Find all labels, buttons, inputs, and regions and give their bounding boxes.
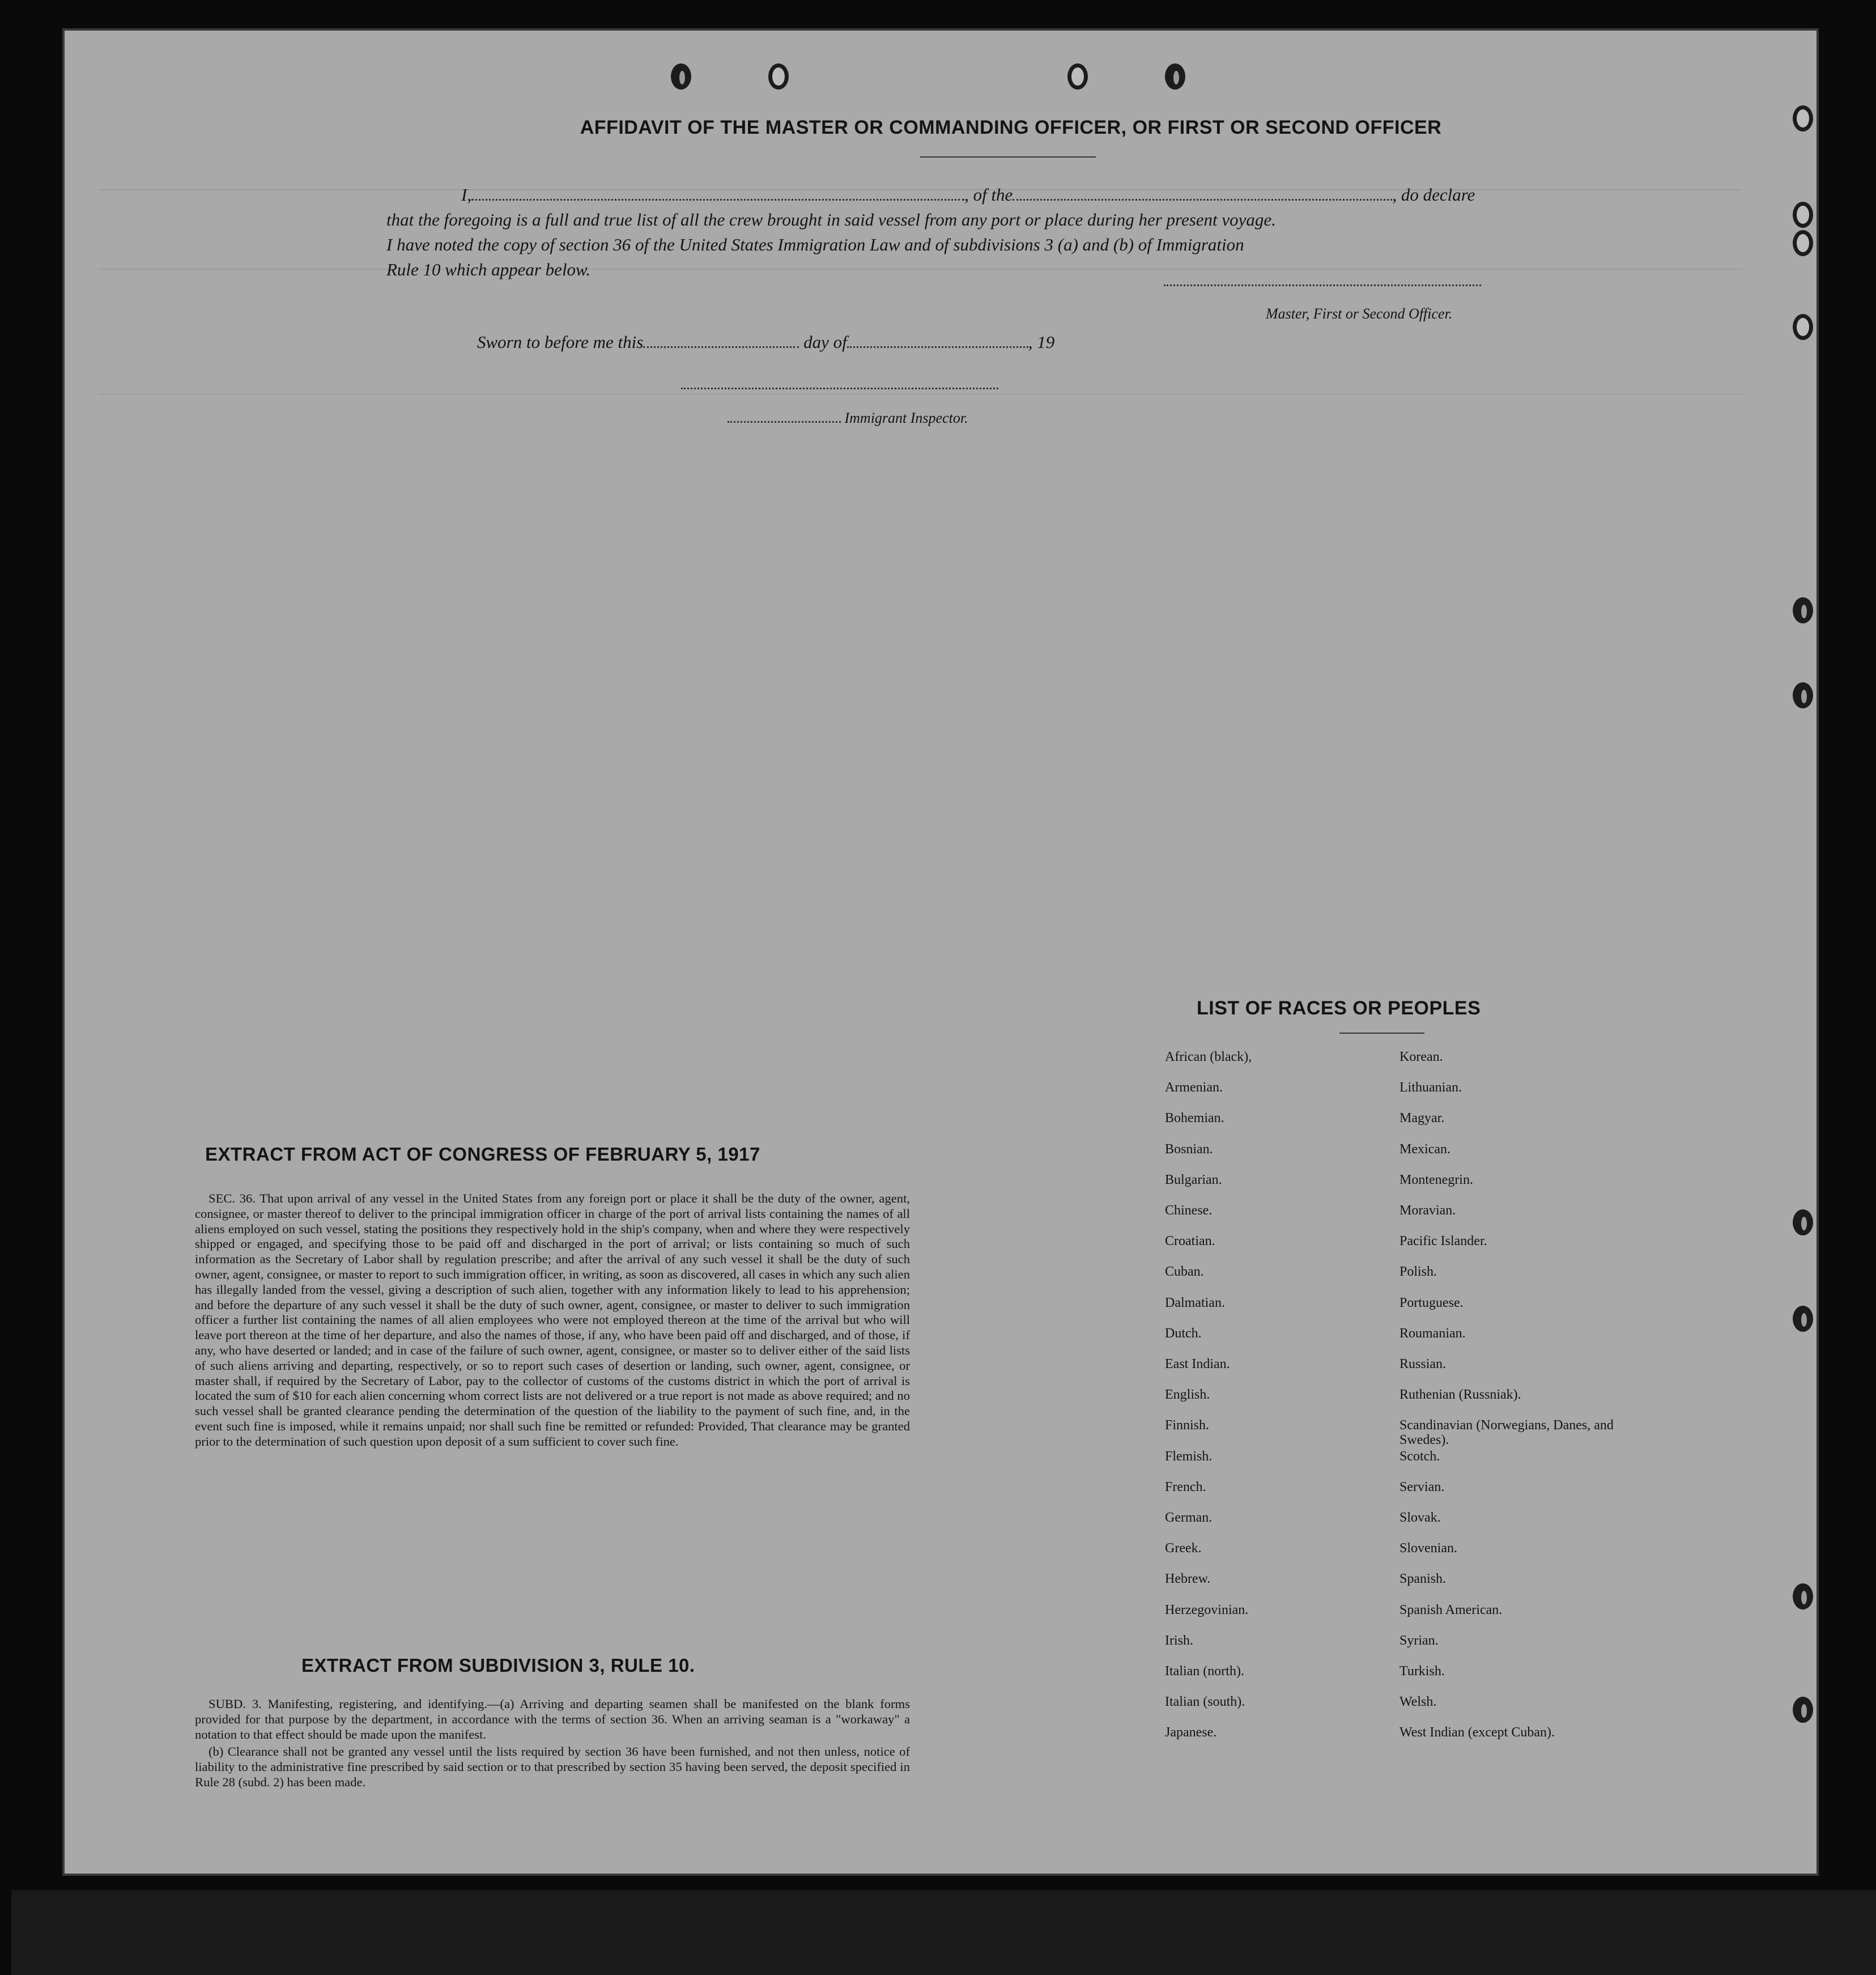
declarant-name-field[interactable]: [471, 183, 964, 201]
race-item: English.: [1165, 1387, 1210, 1403]
binder-hole: [1793, 597, 1813, 623]
sworn-prefix: Sworn to before me this: [477, 332, 644, 352]
manifest-back-page: [62, 28, 1819, 1876]
race-item: West Indian (except Cuban).: [1399, 1725, 1555, 1740]
sworn-month-field[interactable]: [847, 330, 1028, 348]
race-item: French.: [1165, 1479, 1206, 1494]
binder-hole: [1165, 63, 1185, 90]
subdivision-a-paragraph: SUBD. 3. Manifesting, registering, and identifying.—(a) Arriving and departing seamen shall be manifested on the blank forms provided for that purpose by the department, in accordance with the terms of section 36. When an arriving seaman is a "workaway" a notation to that effect should be made upon the manifest.: [195, 1697, 910, 1742]
rule10-title: EXTRACT FROM SUBDIVISION 3, RULE 10.: [301, 1655, 695, 1676]
binder-hole: [1793, 1697, 1813, 1723]
race-item: Lithuanian.: [1399, 1080, 1462, 1095]
section-36-paragraph: SEC. 36. That upon arrival of any vessel in the United States from any foreign port or place it shall be the duty of the owner, agent, consignee, or master thereof to deliver to the principal immigration officer in charge of the port of arrival lists containing the names of all aliens employed on such vessel, stating the positions they respectively hold in the ship's company, when and where they were respectively shipped or engaged, and specifying those to be paid off and discharged in the port of arrival; or lists containing so much of such information as the Secretary of Labor shall by regulation prescribe; and after the arrival of any such vessel it shall be the duty of such owner, agent, consignee, or master to report to such immigration officer, in writing, as soon as discovered, all cases in which any such alien has illegally landed from the vessel, giving a description of such alien, together with any information likely to lead to his apprehension; and before the departure of any such vessel it shall be the duty of such owner, agent, consignee, or master to deliver to such immigration officer a further list containing the names of all alien employees who were not employed thereon at the time of the arrival but who will leave port thereon at the time of her departure, and also the names of those, if any, who have been paid off and discharged, and of those, if any, who have deserted or landed; and in case of the failure of such owner, agent, consignee, or master so to deliver either of the said lists of such aliens arriving and departing, respectively, or so to report such cases of desertion or landing, such owner, agent, consignee, or master shall, if required by the Secretary of Labor, pay to the collector of customs of the customs district in which the port of arrival is located the sum of $10 for each alien concerning whom correct lists are not delivered or a true report is not made as above required; and no such vessel shall be granted clearance pending the determination of the question of the liability to the payment of such fine, and, in the event such fine is imposed, while it remains unpaid; nor shall such fine be remitted or refunded: Provided, That clearance may be granted prior to the determination of such question upon deposit of a sum sufficient to cover such fine.: [195, 1191, 910, 1449]
binder-hole: [1793, 230, 1813, 256]
rule10-text: [195, 1697, 910, 1793]
signature-label: Master, First or Second Officer.: [1266, 305, 1453, 322]
race-item: Scotch.: [1399, 1449, 1440, 1464]
sworn-day-label: day of: [803, 332, 847, 352]
race-item: Russian.: [1399, 1357, 1447, 1371]
race-item: Mexican.: [1399, 1141, 1450, 1157]
title-underline: [920, 156, 1096, 158]
race-item: Slovenian.: [1399, 1541, 1457, 1556]
race-item: Dalmatian.: [1165, 1295, 1225, 1310]
inspector-line: [728, 406, 968, 431]
race-item: Polish.: [1399, 1264, 1437, 1280]
affidavit-line-2: that the foregoing is a full and true list of all the crew brought in said vessel from any port or place during her present voyage.: [386, 210, 1276, 230]
race-item: Portuguese.: [1399, 1295, 1464, 1310]
race-item: Finnish.: [1165, 1418, 1210, 1433]
race-item: Slovak.: [1399, 1510, 1441, 1525]
bleed-through-line: [99, 393, 1742, 394]
race-item: Greek.: [1165, 1541, 1202, 1556]
binder-hole: [1793, 1583, 1813, 1609]
race-item: Herzegovinian.: [1165, 1602, 1249, 1617]
race-item: Italian (north).: [1165, 1664, 1244, 1679]
affidavit-line-1: [461, 182, 1606, 207]
race-item: Hebrew.: [1165, 1571, 1211, 1587]
binder-hole: [1793, 202, 1813, 228]
affidavit-title: AFFIDAVIT OF THE MASTER OR COMMANDING OFFICER, OR FIRST OR SECOND OFFICER: [580, 117, 1442, 138]
binder-hole: [1793, 1209, 1813, 1235]
race-item: Bulgarian.: [1165, 1172, 1222, 1187]
race-item: Spanish American.: [1399, 1602, 1503, 1617]
binder-hole: [1793, 1306, 1813, 1332]
race-item: Korean.: [1399, 1050, 1443, 1064]
sworn-day-field[interactable]: [643, 330, 799, 348]
of-the-label: , of the: [964, 185, 1013, 205]
race-item: Magyar.: [1399, 1111, 1445, 1126]
race-item: Montenegrin.: [1399, 1172, 1473, 1187]
binder-hole: [671, 63, 691, 90]
bleed-through-line: [99, 269, 1742, 270]
race-item: Moravian.: [1399, 1203, 1456, 1218]
race-item: Pacific Islander.: [1399, 1234, 1487, 1249]
race-item: Bosnian.: [1165, 1141, 1213, 1157]
race-item: Turkish.: [1399, 1664, 1445, 1679]
sworn-line: [477, 330, 1270, 355]
race-item: Japanese.: [1165, 1725, 1217, 1740]
race-item: Syrian.: [1399, 1633, 1439, 1648]
races-title-underline: [1339, 1033, 1424, 1034]
master-signature-field[interactable]: [1164, 284, 1481, 286]
affidavit-line-4: Rule 10 which appear below.: [386, 260, 591, 279]
race-item: Croatian.: [1165, 1234, 1215, 1249]
race-item: Welsh.: [1399, 1694, 1437, 1710]
section-36-text: [195, 1191, 910, 1452]
race-item: Roumanian.: [1399, 1326, 1466, 1341]
affidavit-line-3: I have noted the copy of section 36 of the United States Immigration Law and of subdivisions 3 (a) and (b) of Immigration: [386, 235, 1244, 254]
races-title: LIST OF RACES OR PEOPLES: [1197, 997, 1481, 1019]
binder-hole: [1067, 63, 1088, 90]
race-item: Flemish.: [1165, 1449, 1213, 1464]
act-title: EXTRACT FROM ACT OF CONGRESS OF FEBRUARY 5, 1917: [205, 1144, 760, 1165]
race-item: Irish.: [1165, 1633, 1193, 1648]
race-item: Ruthenian (Russniak).: [1399, 1387, 1521, 1403]
scanner-background-strip: [11, 1890, 1876, 1975]
race-item: Chinese.: [1165, 1203, 1213, 1218]
race-item: Cuban.: [1165, 1264, 1204, 1280]
binder-hole: [1793, 314, 1813, 340]
subdivision-b-paragraph: (b) Clearance shall not be granted any vessel until the lists required by section 36 have been furnished, and not then unless, notice of liability to the administrative fine prescribed by said section or to that prescribed by section 35 having been served, the deposit specified in Rule 28 (subd. 2) has been made.: [195, 1744, 910, 1789]
race-item: East Indian.: [1165, 1357, 1230, 1371]
race-item: Armenian.: [1165, 1080, 1223, 1095]
race-item: Spanish.: [1399, 1571, 1447, 1587]
vessel-name-field[interactable]: [1013, 183, 1392, 201]
binder-hole: [1793, 105, 1813, 131]
inspector-signature-field[interactable]: [681, 388, 998, 389]
race-item: German.: [1165, 1510, 1213, 1525]
race-item: Dutch.: [1165, 1326, 1202, 1341]
binder-hole: [1793, 682, 1813, 708]
inspector-label: Immigrant Inspector.: [844, 410, 968, 426]
sworn-year-label: , 19: [1028, 332, 1055, 352]
race-item: Servian.: [1399, 1479, 1445, 1494]
inspector-name-dots: [728, 410, 841, 423]
race-item: Bohemian.: [1165, 1111, 1224, 1126]
race-item: Italian (south).: [1165, 1694, 1245, 1710]
race-item: Scandinavian (Norwegians, Danes, and Swedes).: [1399, 1418, 1614, 1448]
declare-label: , do declare: [1392, 185, 1475, 205]
binder-hole: [768, 63, 789, 90]
race-item: African (black),: [1165, 1050, 1252, 1064]
declarant-prefix: I,: [461, 185, 472, 205]
